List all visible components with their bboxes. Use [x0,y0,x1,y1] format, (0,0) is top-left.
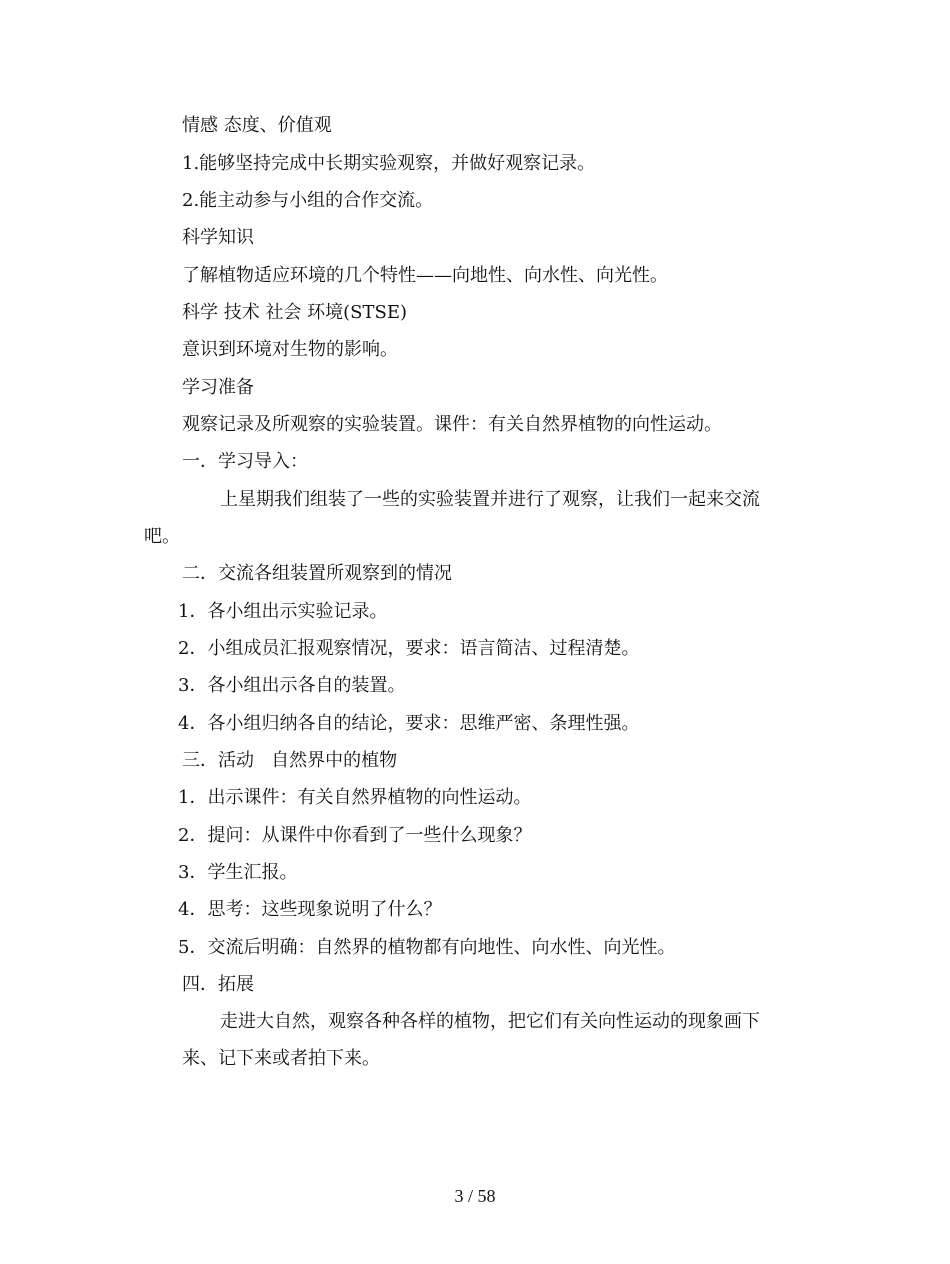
stse-text: 意识到环境对生物的影响。 [182,339,398,360]
step-4-paragraph-line-2: 来、记下来或者拍下来。 [182,1048,380,1069]
preparation-text: 观察记录及所观察的实验装置。课件：有关自然界植物的向性运动。 [182,414,722,435]
section-heading-stse: 科学 技术 社会 环境(STSE) [182,302,408,323]
objective-item-2: 2.能主动参与小组的合作交流。 [182,190,434,211]
page-number: 3 / 58 [454,1186,496,1206]
step-2-item-3: 3．各小组出示各自的装置。 [178,675,406,696]
section-heading-attitude: 情感 态度、价值观 [182,115,332,136]
step-2-item-4: 4．各小组归纳各自的结论，要求：思维严密、条理性强。 [178,713,640,734]
step-3-item-2: 2．提问：从课件中你看到了一些什么现象？ [178,825,532,846]
step-1-paragraph-line-2: 吧。 [144,526,180,547]
step-3-item-5: 5．交流后明确：自然界的植物都有向地性、向水性、向光性。 [178,937,676,958]
step-2-item-2: 2．小组成员汇报观察情况，要求：语言简洁、过程清楚。 [178,638,640,659]
step-1-paragraph-line-1: 上星期我们组装了一些的实验装置并进行了观察，让我们一起来交流 [220,489,760,510]
objective-item-1: 1.能够坚持完成中长期实验观察，并做好观察记录。 [182,153,596,174]
step-2-item-1: 1．各小组出示实验记录。 [178,601,388,622]
step-3-item-3: 3．学生汇报。 [178,862,298,883]
step-3-item-1: 1．出示课件：有关自然界植物的向性运动。 [178,787,532,808]
step-3-item-4: 4．思考：这些现象说明了什么？ [178,899,442,920]
section-heading-science-knowledge: 科学知识 [182,227,254,248]
science-knowledge-text: 了解植物适应环境的几个特性——向地性、向水性、向光性。 [182,265,668,286]
step-heading-2: 二．交流各组装置所观察到的情况 [182,563,452,584]
section-heading-preparation: 学习准备 [182,377,254,398]
step-heading-3: 三．活动 自然界中的植物 [182,750,398,771]
step-heading-4: 四．拓展 [182,974,254,995]
step-4-paragraph-line-1: 走进大自然，观察各种各样的植物，把它们有关向性运动的现象画下 [220,1011,760,1032]
step-heading-1: 一．学习导入： [182,451,308,472]
